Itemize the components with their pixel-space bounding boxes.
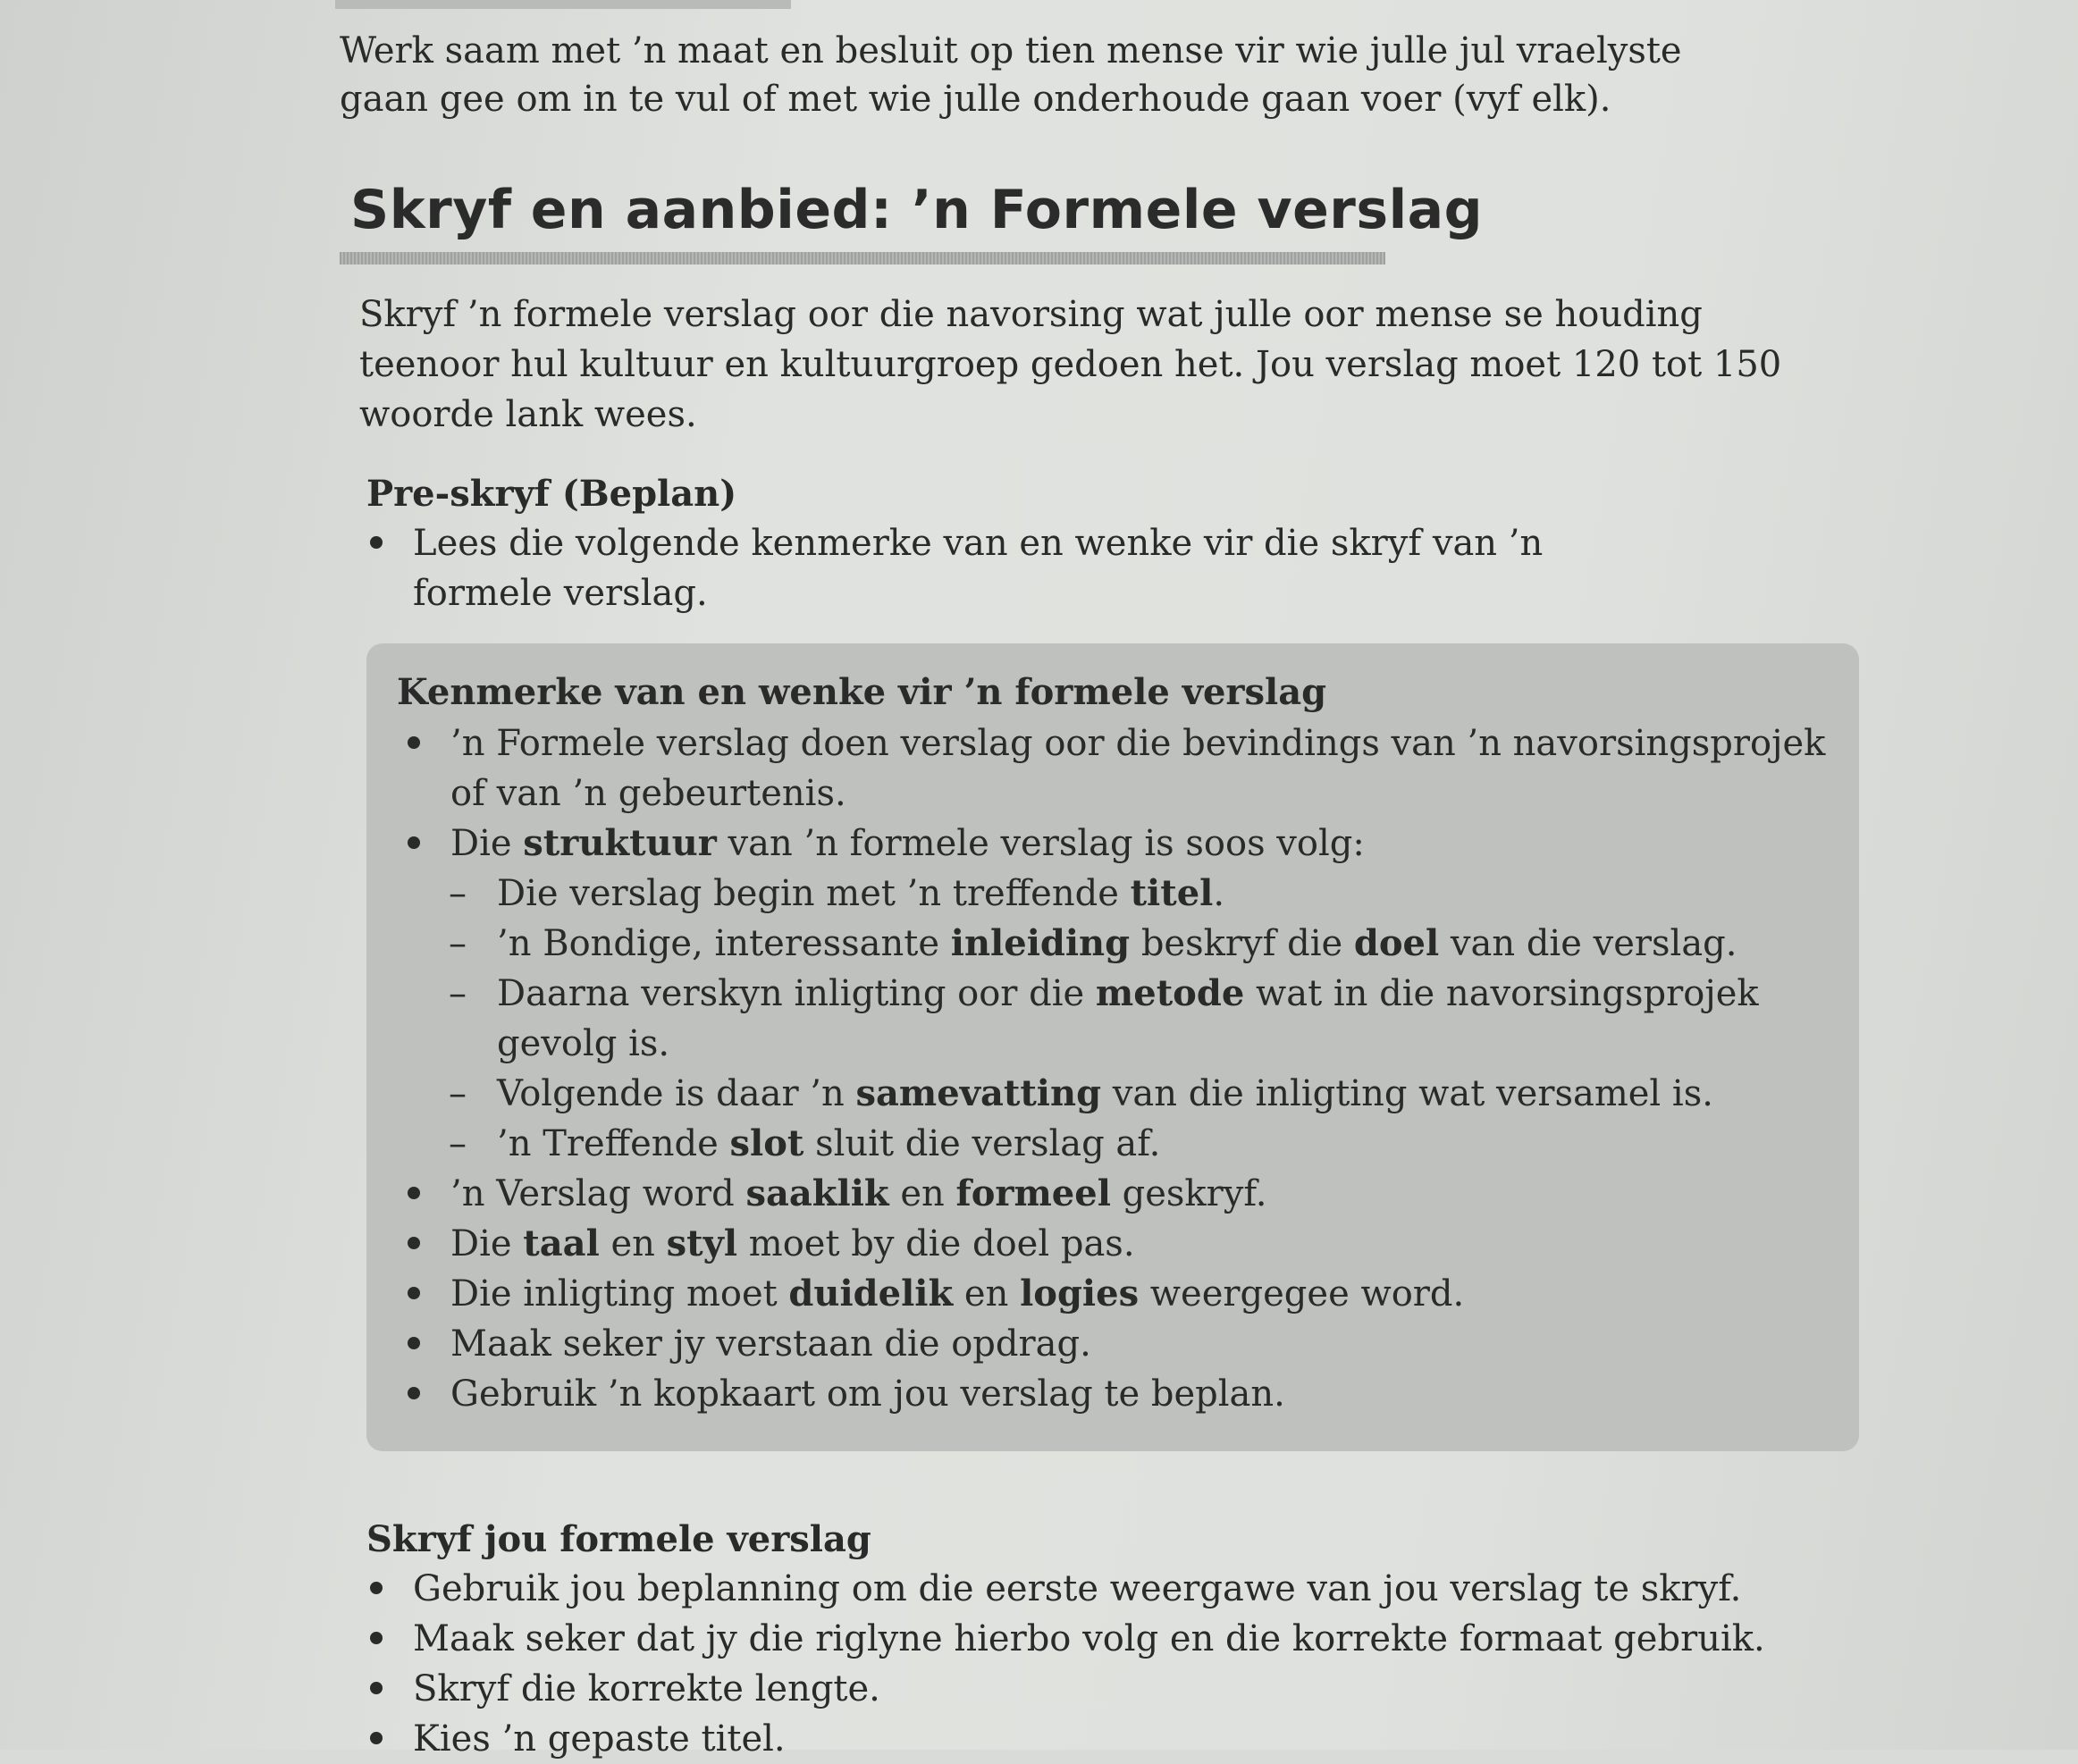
list-item: Maak seker jy verstaan die opdrag. [388, 1319, 1841, 1369]
list-item: Die struktuur van ’n formele verslag is soos volg: [388, 819, 1841, 869]
list-item: Die taal en styl moet by die doel pas. [388, 1219, 1841, 1269]
section-heading [340, 179, 1483, 265]
bullet-icon [370, 1682, 383, 1694]
list-item: Skryf die korrekte lengte. [340, 1664, 1859, 1714]
intro-paragraph: Werk saam met ’n maat en besluit op tien mense vir wie julle jul vraelyste gaan gee om in te vul of met wie julle onderhoude gaan voer (vyf elk). [340, 30, 1682, 120]
prewrite-list [340, 518, 1680, 618]
bullet-icon [370, 1632, 383, 1644]
list-item: Maak seker dat jy die riglyne hierbo volg en die korrekte formaat gebruik. [340, 1614, 1859, 1664]
section-title: Skryf en aanbied: ’n Formele verslag [350, 179, 1484, 241]
features-box [366, 643, 1859, 1451]
bullet-icon [370, 536, 383, 549]
dash-icon: – [449, 973, 467, 1014]
bullet-icon [408, 1237, 420, 1249]
list-item: – ’n Bondige, interessante inleiding beskryf die doel van die verslag. [388, 919, 1841, 969]
list-item: – Volgende is daar ’n samevatting van die inligting wat versamel is. [388, 1069, 1841, 1119]
dash-icon: – [449, 1123, 467, 1164]
structure-list [388, 869, 1841, 1169]
list-item: Gebruik jou beplanning om die eerste weergawe van jou verslag te skryf. [340, 1564, 1859, 1614]
bullet-icon [408, 1337, 420, 1349]
bullet-icon [408, 1287, 420, 1299]
bullet-icon [370, 1582, 383, 1594]
list-item: ’n Formele verslag doen verslag oor die bevindings van ’n navorsingsprojek of van ’n gebeurtenis. [388, 718, 1841, 819]
list-item: Die inligting moet duidelik en logies weergegee word. [388, 1269, 1841, 1319]
list-item: ’n Verslag word saaklik en formeel geskryf. [388, 1169, 1841, 1219]
list-item: Lees die volgende kenmerke van en wenke vir die skryf van ’n formele verslag. [340, 518, 1680, 618]
dash-icon: – [449, 923, 467, 964]
bullet-icon [408, 736, 420, 749]
bullet-icon [408, 836, 420, 849]
prewrite-title: Pre-skryf (Beplan) [366, 473, 737, 515]
heading-underline [340, 252, 1385, 265]
list-item: – Daarna verskyn inligting oor die metode wat in die navorsingsprojek gevolg is. [388, 969, 1841, 1069]
list-item: – ’n Treffende slot sluit die verslag af. [388, 1119, 1841, 1169]
features-list [388, 718, 1841, 869]
task-paragraph: Skryf ’n formele verslag oor die navorsing wat julle oor mense se houding teenoor hul kultuur en kultuurgroep gedoen het. Jou verslag moet 120 tot 150 woorde lank wees. [359, 294, 1782, 435]
features-box-title: Kenmerke van en wenke vir ’n formele verslag [397, 671, 1327, 713]
list-item: – Die verslag begin met ’n treffende titel. [388, 869, 1841, 919]
features-list-continued [388, 1169, 1841, 1419]
list-item: Gebruik ’n kopkaart om jou verslag te beplan. [388, 1369, 1841, 1419]
bullet-icon [370, 1732, 383, 1744]
bullet-icon [408, 1387, 420, 1399]
page-content [340, 27, 1859, 1764]
write-list [340, 1564, 1859, 1764]
dash-icon: – [449, 873, 467, 914]
list-item: Kies ’n gepaste titel. [340, 1714, 1859, 1764]
write-title: Skryf jou formele verslag [366, 1518, 871, 1560]
dash-icon: – [449, 1073, 467, 1114]
top-divider [335, 0, 791, 9]
bullet-icon [408, 1187, 420, 1199]
